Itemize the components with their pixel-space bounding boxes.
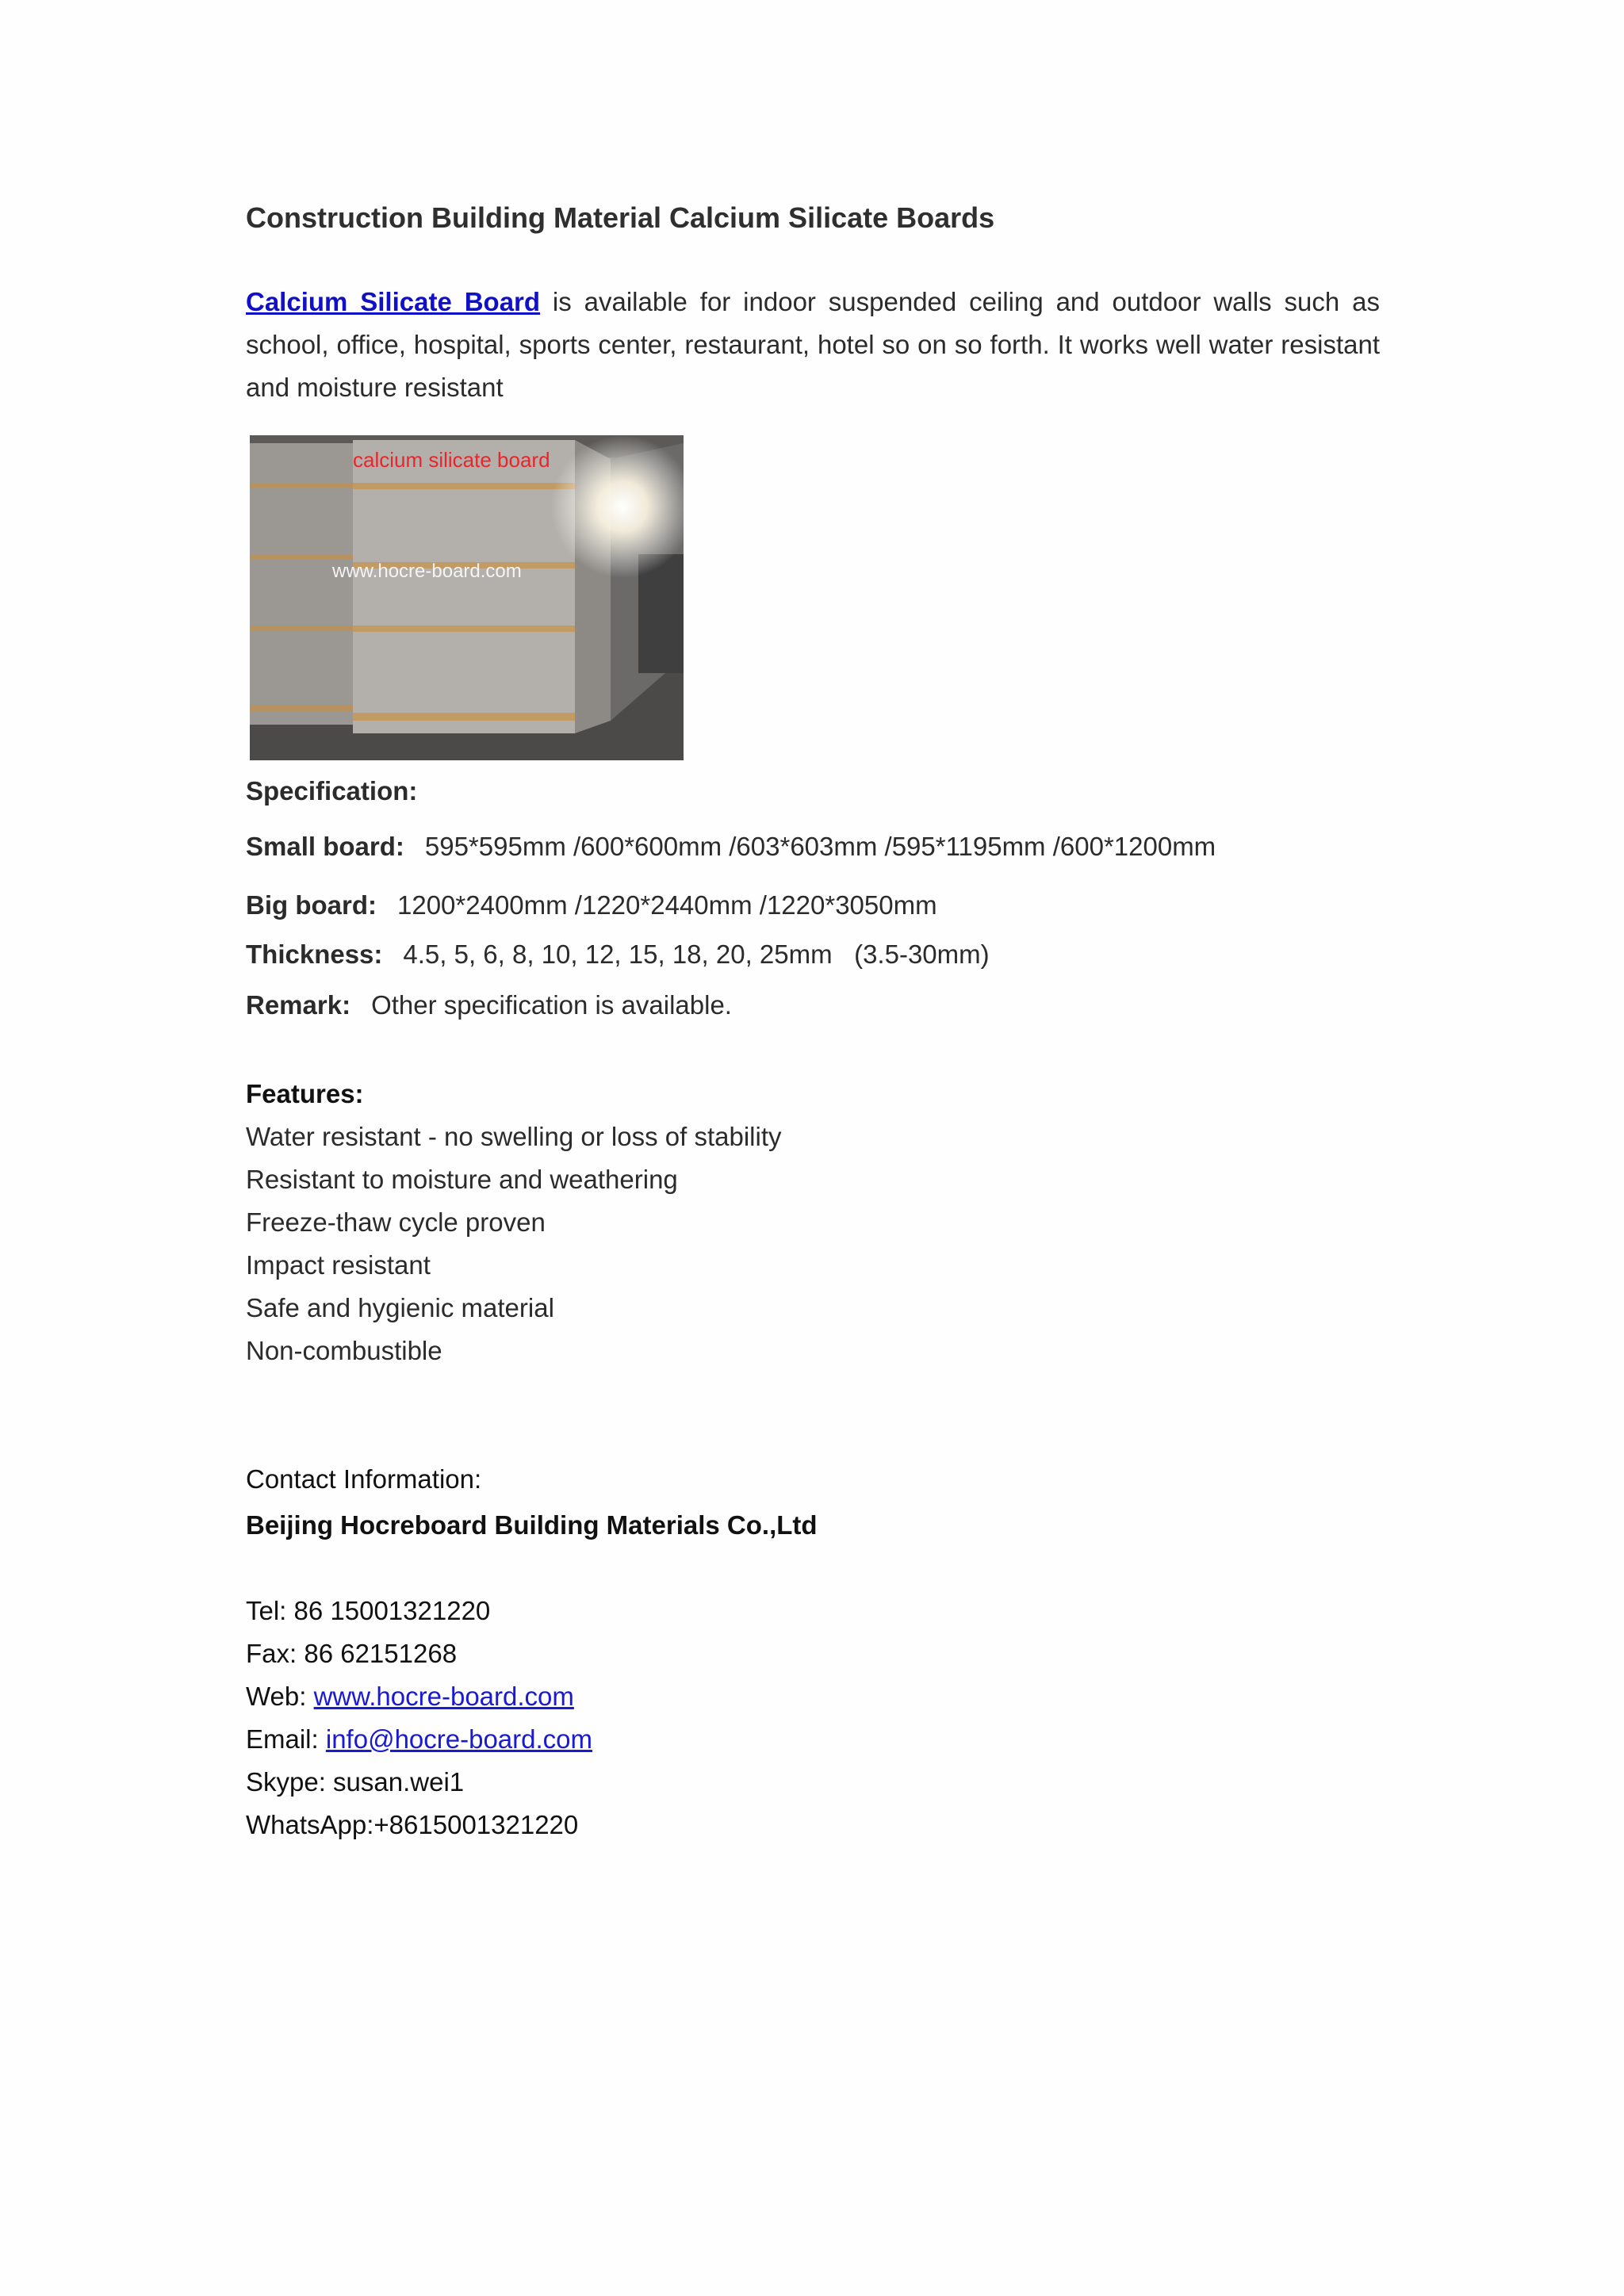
contact-list [246, 1590, 1380, 1846]
company-name: Beijing Hocreboard Building Materials Co.,Ltd [246, 1510, 818, 1540]
photo-watermark: www.hocre-board.com [332, 561, 522, 582]
specification-heading: Specification: [246, 776, 418, 806]
web-label: Web: [246, 1682, 314, 1711]
email-link[interactable]: info@hocre-board.com [325, 1724, 593, 1754]
feature-item: Safe and hygienic material [246, 1293, 554, 1322]
spec-row-small-board [246, 825, 1380, 868]
spec-row-big-board [246, 884, 1380, 927]
spec-label: Big board: [246, 890, 377, 920]
contact-skype: Skype: susan.wei1 [246, 1767, 465, 1797]
spec-value: 595*595mm /600*600mm /603*603mm /595*1195mm /600*1200mm [424, 832, 1216, 861]
contact-whatsapp: WhatsApp:+8615001321220 [246, 1810, 579, 1839]
feature-item: Non-combustible [246, 1336, 442, 1365]
feature-item: Water resistant - no swelling or loss of stability [246, 1122, 782, 1151]
spec-label: Remark: [246, 990, 351, 1020]
spec-row-thickness [246, 933, 1380, 976]
spec-value: 1200*2400mm /1220*2440mm /1220*3050mm [396, 890, 937, 920]
board-stacks-illustration [250, 435, 684, 760]
features-heading: Features: [246, 1079, 364, 1108]
email-label: Email: [246, 1724, 326, 1754]
contact-email [246, 1718, 1380, 1761]
spec-label: Small board: [246, 832, 404, 861]
spec-value: 4.5, 5, 6, 8, 10, 12, 15, 18, 20, 25mm (3.5-30mm) [403, 939, 990, 969]
photo-caption: calcium silicate board [353, 448, 550, 472]
feature-item: Impact resistant [246, 1250, 431, 1280]
product-photo [250, 435, 684, 760]
feature-item: Resistant to moisture and weathering [246, 1165, 678, 1194]
intro-text: is available for indoor suspended ceiling and outdoor walls such as school, office, hospital, sports center, restaurant, hotel so on so forth. It works well water resistant and moisture resistant [246, 287, 1380, 402]
contact-heading: Contact Information: [246, 1464, 482, 1494]
feature-item: Freeze-thaw cycle proven [246, 1207, 546, 1237]
spec-value: Other specification is available. [371, 990, 732, 1020]
features-list [246, 1115, 1380, 1372]
contact-tel: Tel: 86 15001321220 [246, 1596, 491, 1625]
contact-web [246, 1675, 1380, 1718]
spec-row-remark [246, 984, 1380, 1027]
contact-fax: Fax: 86 62151268 [246, 1639, 458, 1668]
calcium-silicate-board-link[interactable]: Calcium Silicate Board [246, 287, 541, 316]
web-link[interactable]: www.hocre-board.com [313, 1682, 574, 1711]
page-title: Construction Building Material Calcium Silicate Boards [246, 201, 995, 234]
intro-paragraph [246, 281, 1380, 409]
document-content [246, 190, 1380, 1846]
spec-label: Thickness: [246, 939, 383, 969]
